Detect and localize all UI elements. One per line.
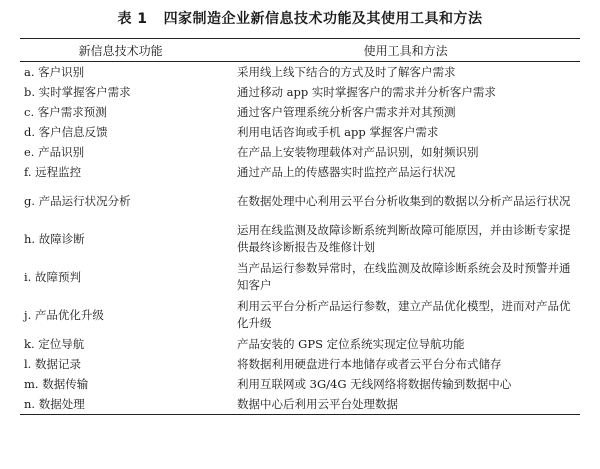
function-cell: k. 定位导航 — [24, 336, 85, 351]
table-title: 四家制造企业新信息技术功能及其使用工具和方法 — [163, 11, 483, 27]
function-cell: b. 实时掌握客户需求 — [24, 84, 131, 99]
function-cell: h. 故障诊断 — [24, 231, 85, 246]
table-row — [20, 296, 580, 334]
method-cell: 运用在线监测及故障诊断系统判断故障可能原因，并由诊断专家提供最终诊断报告及维修计划 — [237, 223, 571, 254]
header-method: 使用工具和方法 — [363, 43, 448, 58]
function-cell: l. 数据记录 — [24, 356, 81, 371]
function-cell: f. 远程监控 — [24, 164, 82, 179]
table-row — [20, 82, 580, 102]
method-cell: 利用云平台分析产品运行参数，建立产品优化模型，进而对产品优化升级 — [237, 299, 571, 330]
method-cell: 利用互联网或 3G/4G 无线网络将数据传输到数据中心 — [237, 376, 512, 391]
table-row — [20, 220, 580, 258]
table-header-row — [20, 39, 580, 61]
table-row — [20, 102, 580, 122]
table-row — [20, 142, 580, 162]
method-cell: 利用电话咨询或手机 app 掌握客户需求 — [237, 124, 439, 139]
method-cell: 在产品上安装物理载体对产品识别，如射频识别 — [237, 144, 479, 159]
method-cell: 在数据处理中心利用云平台分析收集到的数据以分析产品运行状况 — [237, 193, 571, 208]
function-cell: a. 客户识别 — [24, 64, 85, 79]
table-row — [20, 334, 580, 354]
function-cell: j. 产品优化升级 — [24, 307, 104, 322]
table-bottom-rule — [20, 414, 580, 415]
table-number: 表 1 — [117, 11, 148, 27]
table-row — [20, 374, 580, 394]
method-cell: 通过客户管理系统分析客户需求并对其预测 — [237, 104, 456, 119]
function-cell: e. 产品识别 — [24, 144, 85, 159]
method-cell: 当产品运行参数异常时，在线监测及故障诊断系统会及时预警并通知客户 — [237, 261, 571, 292]
table-row — [20, 162, 580, 182]
table-row — [20, 62, 580, 82]
header-function: 新信息技术功能 — [78, 43, 163, 58]
method-cell: 通过移动 app 实时掌握客户的需求并分析客户需求 — [237, 84, 496, 99]
function-cell: m. 数据传输 — [24, 376, 89, 391]
table-row — [20, 354, 580, 374]
method-cell: 采用线上线下结合的方式及时了解客户需求 — [237, 64, 456, 79]
table-row — [20, 394, 580, 414]
function-cell: g. 产品运行状况分析 — [24, 193, 131, 208]
table-caption — [0, 8, 600, 28]
table-row — [20, 258, 580, 296]
method-cell: 产品安装的 GPS 定位系统实现定位导航功能 — [237, 336, 465, 351]
function-cell: n. 数据处理 — [24, 396, 85, 411]
method-cell: 将数据利用硬盘进行本地储存或者云平台分布式储存 — [237, 356, 502, 371]
method-cell: 数据中心后利用云平台处理数据 — [237, 396, 398, 411]
function-cell: c. 客户需求预测 — [24, 104, 107, 119]
function-cell: i. 故障预判 — [24, 269, 81, 284]
table-row — [20, 182, 580, 220]
method-cell: 通过产品上的传感器实时监控产品运行状况 — [237, 164, 456, 179]
function-cell: d. 客户信息反馈 — [24, 124, 108, 139]
feature-table — [20, 38, 580, 415]
table-row — [20, 122, 580, 142]
